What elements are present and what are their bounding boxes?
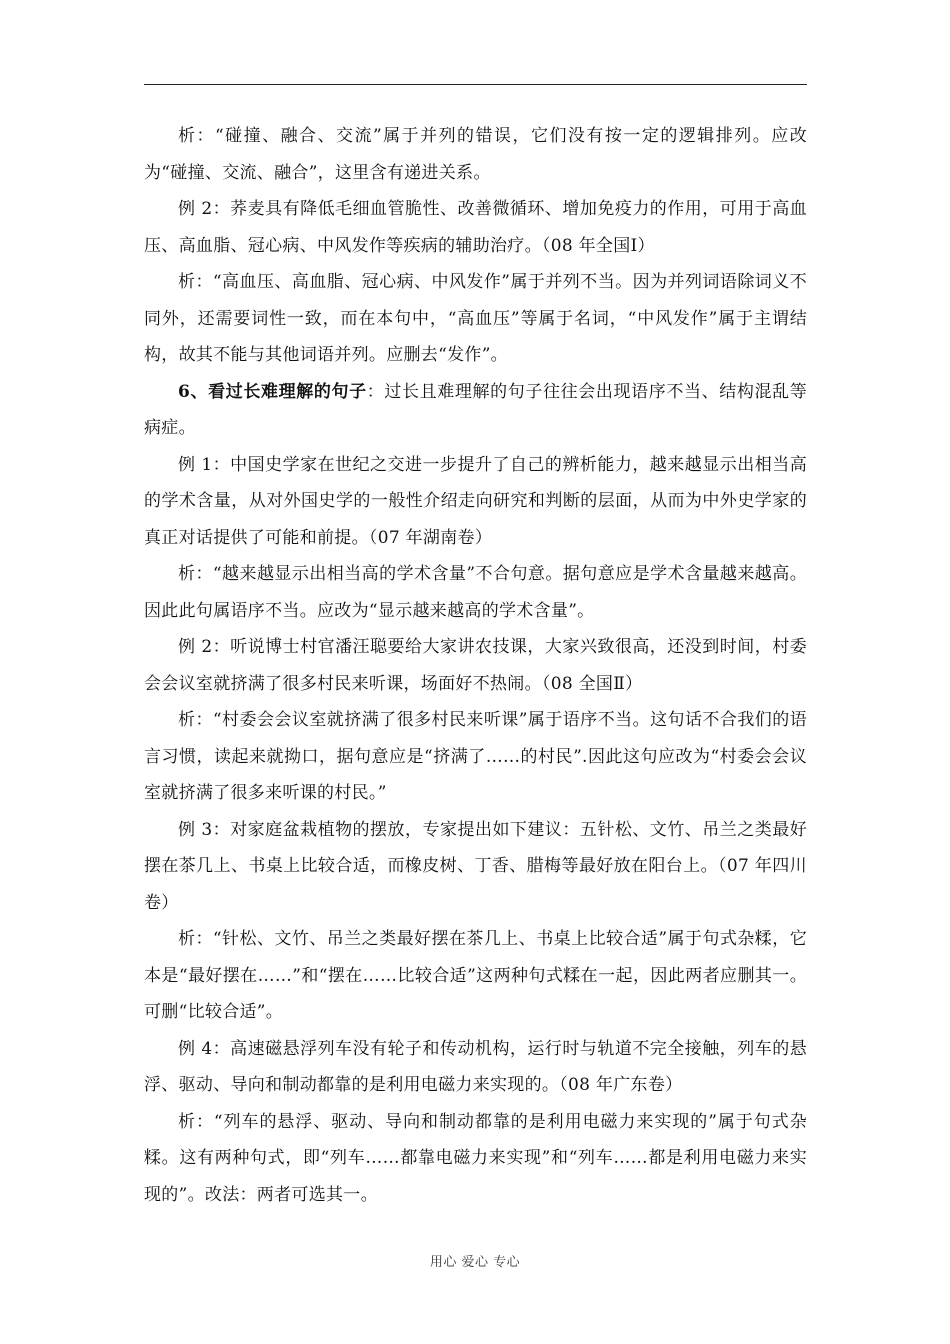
paragraph-example-3: 例 3：对家庭盆栽植物的摆放，专家提出如下建议：五针松、文竹、吊兰之类最好摆在茶几上、书桌上比较合适，而橡皮树、丁香、腊梅等最好放在阳台上。（07 年四川卷） (144, 819, 807, 913)
section-6-heading: 6、看过长难理解的句子 (178, 381, 367, 402)
paragraph-analysis-5: 析：“针松、文竹、吊兰之类最好摆在茶几上、书桌上比较合适”属于句式杂糅，它本是“最好摆在……”和“摆在……比较合适”这两种句式糅在一起，因此两者应删其一。可删“比较合适”。 (144, 929, 807, 1022)
section-6 (144, 374, 807, 447)
paragraph-example-2b: 例 2：听说博士村官潘汪聪要给大家讲农技课，大家兴致很高，还没到时间，村委会会议室就挤满了很多村民来听课，场面好不热闹。（08 全国Ⅱ） (144, 637, 807, 694)
paragraph-analysis-1: 析：“碰撞、融合、交流”属于并列的错误，它们没有按一定的逻辑排列。应改为“碰撞、交流、融合”，这里含有递进关系。 (144, 126, 807, 183)
paragraph-analysis-3: 析：“越来越显示出相当高的学术含量”不合句意。据句意应是学术含量越来越高。因此此句属语序不当。应改为“显示越来越高的学术含量”。 (144, 564, 807, 621)
section-6-text: ：过长且难理解的句子往往会出现语序不当、结构混乱等病症。 (144, 381, 807, 438)
paragraph-analysis-2: 析：“高血压、高血脂、冠心病、中风发作”属于并列不当。因为并列词语除词义不同外，还需要词性一致，而在本句中，“高血压”等属于名词，“中风发作”属于主谓结构，故其不能与其他词语并列。应删去“发作”。 (144, 272, 807, 365)
document-body (144, 118, 807, 1213)
paragraph-analysis-6: 析：“列车的悬浮、驱动、导向和制动都靠的是利用电磁力来实现的”属于句式杂糅。这有两种句式，即“列车……都靠电磁力来实现”和“列车……都是利用电磁力来实现的”。改法：两者可选其一。 (144, 1111, 807, 1205)
page-footer: 用心 爱心 专心 (429, 1255, 521, 1270)
paragraph-example-4: 例 4：高速磁悬浮列车没有轮子和传动机构，运行时与轨道不完全接触，列车的悬浮、驱动、导向和制动都靠的是利用电磁力来实现的。（08 年广东卷） (144, 1038, 807, 1095)
paragraph-analysis-4: 析：“村委会会议室就挤满了很多村民来听课”属于语序不当。这句话不合我们的语言习惯，读起来就拗口，据句意应是“挤满了……的村民”.因此这句应改为“村委会会议室就挤满了很多来听课的村民。” (144, 710, 807, 803)
header-rule (144, 84, 807, 85)
paragraph-example-1: 例 1：中国史学家在世纪之交进一步提升了自己的辨析能力，越来越显示出相当高的学术含量，从对外国史学的一般性介绍走向研究和判断的层面，从而为中外史学家的真正对话提供了可能和前提。（07 年湖南卷） (144, 454, 807, 548)
paragraph-example-2: 例 2：荞麦具有降低毛细血管脆性、改善微循环、增加免疫力的作用，可用于高血压、高血脂、冠心病、中风发作等疾病的辅助治疗。（08 年全国Ⅰ） (144, 199, 807, 256)
